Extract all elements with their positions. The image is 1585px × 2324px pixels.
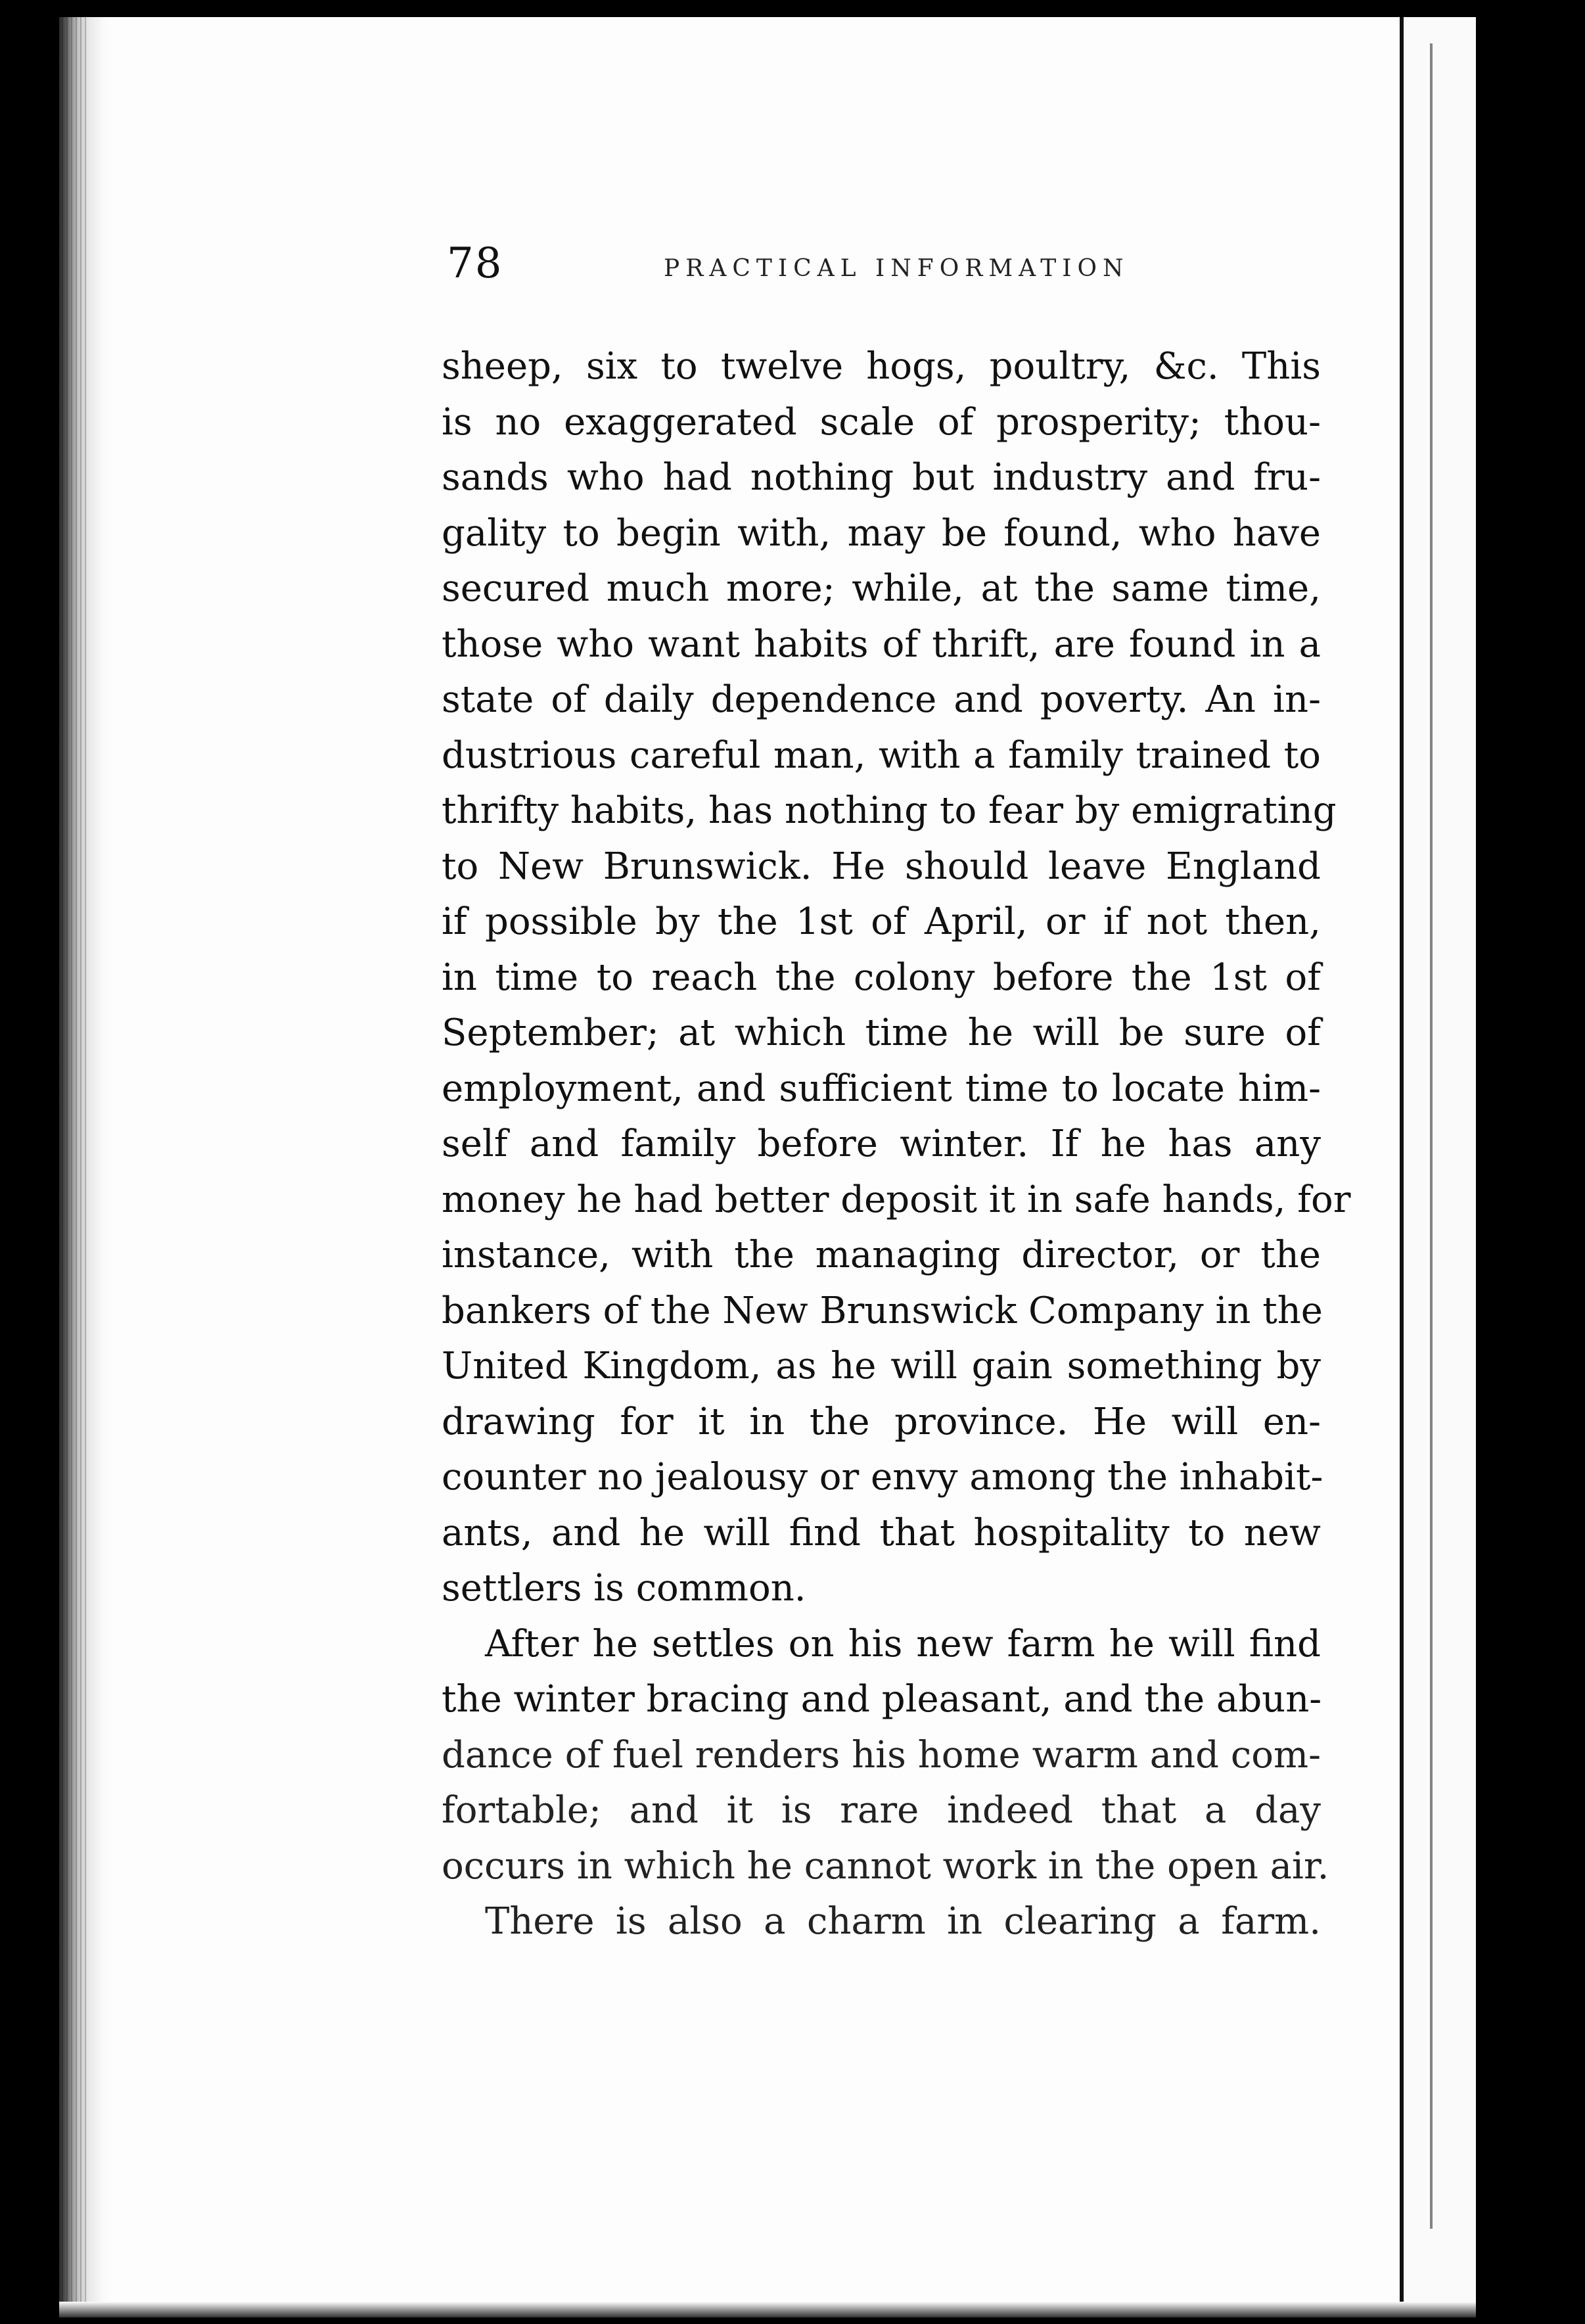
text-line: money he had better deposit it in safe hands, for bbox=[442, 1178, 1351, 1221]
text-line: self and family before winter. If he has any bbox=[442, 1123, 1321, 1165]
text-line: the winter bracing and pleasant, and the abun- bbox=[442, 1678, 1322, 1721]
text-line: drawing for it in the province. He will en- bbox=[442, 1400, 1321, 1443]
text-line: dustrious careful man, with a family trained to bbox=[442, 733, 1321, 777]
text-line: sheep, six to twelve hogs, poultry, &c. This bbox=[442, 345, 1321, 388]
text-line: sands who had nothing but industry and fru- bbox=[442, 456, 1321, 499]
text-line: if possible by the 1st of April, or if not then, bbox=[442, 900, 1321, 943]
text-line: in time to reach the colony before the 1st of bbox=[442, 956, 1321, 999]
text-line: United Kingdom, as he will gain something by bbox=[442, 1345, 1321, 1387]
paragraph-first-line: After he settles on his new farm he will find bbox=[485, 1622, 1321, 1665]
text-line: instance, with the managing director, or the bbox=[442, 1234, 1321, 1276]
running-title: PRACTICAL INFORMATION bbox=[664, 255, 1130, 282]
running-head bbox=[447, 239, 1327, 298]
text-line: those who want habits of thrift, are found in a bbox=[442, 622, 1321, 666]
body-text bbox=[442, 339, 1351, 1950]
text-line: dance of fuel renders his home warm and com- bbox=[442, 1733, 1321, 1777]
text-line: employment, and sufficient time to locate him- bbox=[442, 1067, 1321, 1110]
text-line: ants, and he will find that hospitality to new bbox=[442, 1511, 1321, 1554]
scan-bottom-edge bbox=[59, 2302, 1476, 2317]
text-line: occurs in which he cannot work in the open air. bbox=[442, 1844, 1329, 1888]
text-line: There is also a charm in clearing a farm. bbox=[485, 1900, 1321, 1943]
text-line: thrifty habits, has nothing to fear by emigrating bbox=[442, 789, 1337, 832]
text-line: state of daily dependence and poverty. An in- bbox=[442, 678, 1321, 721]
facing-page-edge bbox=[1400, 17, 1476, 2317]
text-line: September; at which time he will be sure of bbox=[442, 1011, 1321, 1054]
text-line: settlers is common. bbox=[442, 1567, 806, 1610]
text-line: is no exaggerated scale of prosperity; thou- bbox=[442, 400, 1321, 444]
text-line: gality to begin with, may be found, who have bbox=[442, 511, 1321, 555]
book-page bbox=[59, 17, 1476, 2317]
text-line: counter no jealousy or envy among the inhabit- bbox=[442, 1456, 1323, 1499]
text-line: fortable; and it is rare indeed that a day bbox=[442, 1789, 1321, 1832]
text-line: to New Brunswick. He should leave England bbox=[442, 845, 1321, 888]
text-line: secured much more; while, at the same time, bbox=[442, 567, 1321, 610]
binding-edge-lines bbox=[62, 17, 88, 2317]
binding-gutter bbox=[59, 17, 112, 2317]
text-line: bankers of the New Brunswick Company in the bbox=[442, 1289, 1323, 1332]
page-number: 78 bbox=[447, 239, 503, 288]
